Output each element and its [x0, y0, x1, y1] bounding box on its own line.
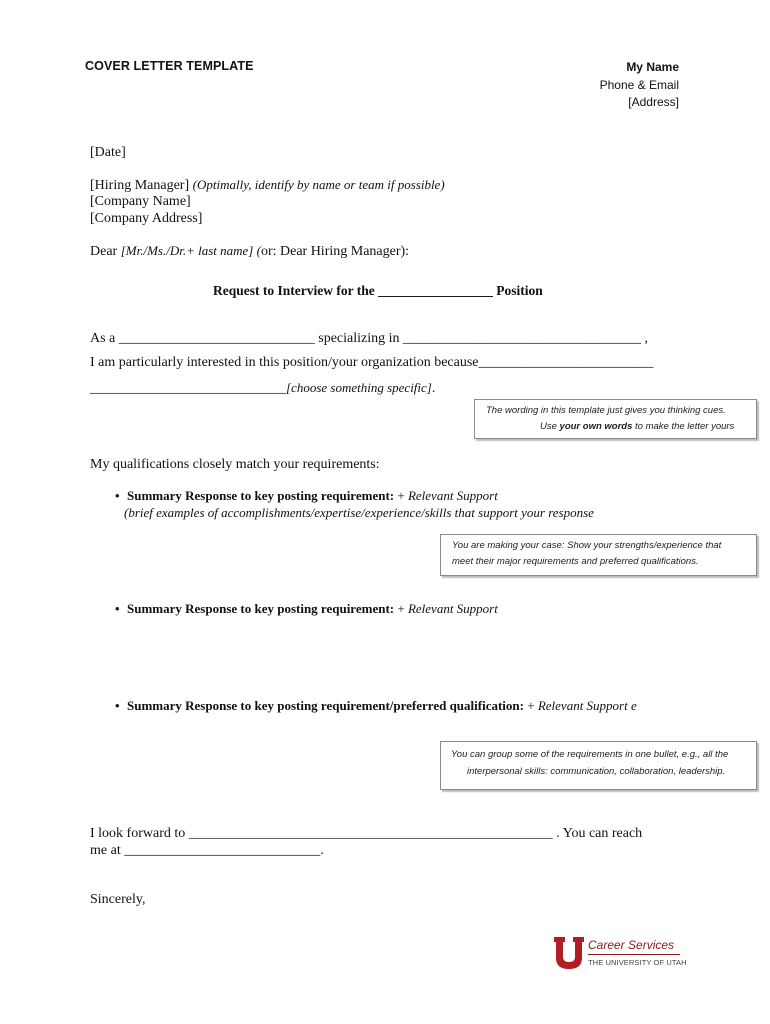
bullet-3-label: Summary Response to key posting requirement/preferred qualification: — [127, 698, 524, 713]
company-name-placeholder: [Company Name] — [90, 194, 191, 209]
logo-university-text: THE UNIVERSITY OF UTAH — [588, 958, 687, 967]
sender-block — [600, 59, 679, 112]
closing-line-2: me at ____________________________. — [90, 843, 324, 858]
qualifications-intro: My qualifications closely match your requirements: — [90, 457, 380, 472]
bullet-1-detail: (brief examples of accomplishments/expertise/experience/skills that support your response — [124, 505, 594, 520]
salutation-placeholder: [Mr./Ms./Dr.+ last name] ( — [120, 243, 261, 258]
university-u-logo-icon — [553, 936, 585, 970]
signoff: Sincerely, — [90, 892, 146, 907]
tip-box-own-words — [474, 399, 757, 439]
bullet-2-plus: + — [394, 601, 408, 616]
closing-line-1: I look forward to ____________________________________________________ . You can reach — [90, 826, 643, 841]
bullet-1-plus: + — [394, 488, 408, 503]
tip-box-group-requirements — [440, 741, 757, 790]
sender-contact: Phone & Email — [599, 77, 679, 92]
tip-3-line-2: interpersonal skills: communication, collaboration, leadership. — [467, 766, 726, 777]
salutation — [90, 242, 409, 260]
intro-line-2: I am particularly interested in this position/your organization because_________________________ — [90, 355, 654, 370]
intro-line-3 — [90, 379, 435, 397]
career-services-logo — [553, 936, 687, 970]
tip-1-line-1: The wording in this template just gives you thinking cues. — [486, 405, 726, 416]
logo-divider — [588, 954, 680, 955]
bullet-3-support: Relevant Support e — [537, 698, 637, 713]
intro-line-1: As a ____________________________ specializing in __________________________________ , — [90, 331, 649, 346]
sender-address: [Address] — [628, 95, 679, 109]
hiring-manager-placeholder: [Hiring Manager] — [90, 178, 190, 193]
hiring-manager-line — [90, 176, 445, 194]
sender-name: My Name — [626, 60, 679, 74]
intro-hint: [choose something specific] — [286, 380, 432, 395]
tip-2-line-2: meet their major requirements and preferred qualifications. — [452, 556, 699, 567]
document-title: COVER LETTER TEMPLATE — [85, 59, 254, 73]
tip-2-line-1: You are making your case: Show your strengths/experience that — [452, 540, 722, 551]
bullet-item-2 — [115, 600, 498, 617]
subject-line: Request to Interview for the _________________ Position — [213, 283, 543, 298]
tip-3-line-1: You can group some of the requirements in one bullet, e.g., all the — [451, 749, 729, 760]
intro-blank: ____________________________ — [90, 381, 286, 396]
tip-1-text-b: to make the letter yours — [632, 421, 735, 432]
bullet-2-support: Relevant Support — [407, 601, 498, 616]
bullet-1-label: Summary Response to key posting requirement: — [127, 488, 395, 503]
intro-end: . — [431, 381, 436, 396]
bullet-item-3 — [115, 697, 637, 714]
hiring-manager-note: (Optimally, identify by name or team if possible) — [192, 177, 445, 192]
salutation-suffix: or: Dear Hiring Manager): — [260, 244, 410, 259]
tip-1-bold: your own words — [559, 421, 633, 432]
salutation-prefix: Dear — [90, 244, 121, 259]
company-address-placeholder: [Company Address] — [90, 211, 203, 226]
logo-career-services-text: Career Services — [588, 938, 675, 952]
tip-1-text-a: Use — [540, 421, 560, 432]
bullet-item-1 — [115, 487, 498, 504]
tip-1-line-2 — [540, 419, 734, 435]
tip-box-make-case — [440, 534, 757, 576]
bullet-2-label: Summary Response to key posting requirement: — [127, 601, 395, 616]
date-placeholder: [Date] — [90, 145, 126, 160]
bullet-1-support: Relevant Support — [407, 488, 498, 503]
bullet-3-plus: + — [523, 698, 538, 713]
